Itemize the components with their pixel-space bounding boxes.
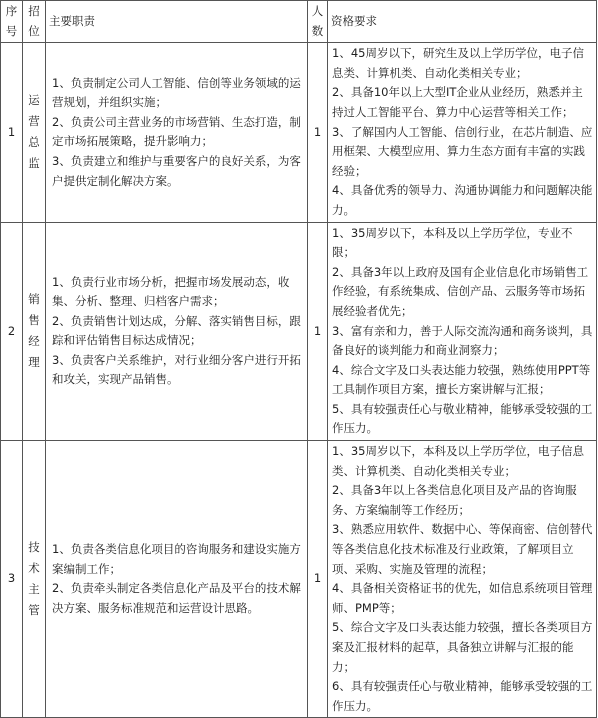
row-seq: 3 xyxy=(1,441,23,718)
requirement-item: 2、具备3年以上各类信息化项目及产品的咨询服务、方案编制等工作经历； xyxy=(332,483,577,517)
requirement-item: 2、具备3年以上政府及国有企业信息化市场销售工作经验，有系统集成、信创产品、云服务等市场拓展经验者优先； xyxy=(332,264,589,318)
table-header-row xyxy=(1,1,597,43)
duty-item: 3、负责客户关系维护，对行业细分客户进行开拓和攻关，实现产品销售。 xyxy=(52,352,301,387)
requirement-item: 2、具备10年以上大型IT企业从业经历，熟悉并主持过人工智能平台、算力中心运营等相关工作； xyxy=(332,85,583,119)
requirement-item: 4、具备相关资格证书的优先，如信息系统项目管理师、PMP等； xyxy=(332,581,593,615)
duty-item: 1、负责各类信息化项目的咨询服务和建设实施方案编制工作； xyxy=(52,542,301,576)
header-duties: 主要职责 xyxy=(46,1,308,43)
row-position xyxy=(23,43,46,222)
row-duties xyxy=(46,441,308,718)
row-requirements xyxy=(328,43,597,222)
row-count: 1 xyxy=(308,43,328,222)
requirement-item: 1、35周岁以下，本科及以上学历学位，专业不限； xyxy=(332,225,573,260)
row-duties xyxy=(46,222,308,441)
requirement-item: 1、45周岁以下，研究生及以上学历学位，电子信息类、计算机类、自动化类相关专业； xyxy=(332,46,584,80)
row-seq: 1 xyxy=(1,43,23,222)
requirement-item: 5、综合文字及口头表达能力较强，擅长各类项目方案及汇报材料的起草，具备独立讲解与汇报的能力； xyxy=(332,620,593,674)
row-count: 1 xyxy=(308,222,328,441)
position-label: 销售经理 xyxy=(28,292,40,370)
header-requirements: 资格要求 xyxy=(328,1,597,43)
duty-item: 1、负责制定公司人工智能、信创等业务领域的运营规划，并组织实施； xyxy=(52,75,301,110)
position-label: 技术主管 xyxy=(28,540,40,618)
requirement-item: 4、具备优秀的领导力、沟通协调能力和问题解决能力。 xyxy=(332,183,593,217)
row-requirements xyxy=(328,441,597,718)
requirement-item: 3、熟悉应用软件、数据中心、等保商密、信创替代等各类信息化技术标准及行业政策，了解项目立项、采购、实施及管理的流程； xyxy=(332,522,593,576)
duty-item: 3、负责建立和维护与重要客户的良好关系，为客户提供定制化解决方案。 xyxy=(52,153,301,188)
requirement-item: 3、了解国内人工智能、信创行业，在芯片制造、应用框架、大模型应用、算力生态方面有丰富的实践经验； xyxy=(332,124,593,178)
duty-item: 2、负责公司主营业务的市场营销、生态打造，制定市场拓展策略，提升影响力； xyxy=(52,114,301,149)
duty-item: 2、负责牵头制定各类信息化产品及平台的技术解决方案、服务标准规范和运营设计思路。 xyxy=(52,581,301,615)
row-count: 1 xyxy=(308,441,328,718)
duty-item: 1、负责行业市场分析，把握市场发展动态，收集、分析、整理、归档客户需求； xyxy=(52,274,290,309)
requirement-item: 4、综合文字及口头表达能力较强，熟练使用PPT等工具制作项目方案，擅长方案讲解与汇报； xyxy=(332,362,591,397)
requirement-item: 3、富有亲和力，善于人际交流沟通和商务谈判，具备良好的谈判能力和商业洞察力； xyxy=(332,323,593,358)
table-row xyxy=(1,441,597,718)
table-row xyxy=(1,222,597,441)
header-count: 人数 xyxy=(308,1,328,43)
duty-item: 2、负责销售计划达成，分解、落实销售目标，跟踪和评估销售目标达成情况； xyxy=(52,313,301,348)
table-row xyxy=(1,43,597,222)
position-label: 运营总监 xyxy=(28,93,40,171)
row-requirements xyxy=(328,222,597,441)
row-duties xyxy=(46,43,308,222)
requirement-item: 5、具有较强责任心与敬业精神，能够承受较强的工作压力。 xyxy=(332,401,593,436)
requirement-item: 1、35周岁以下，本科及以上学历学位，电子信息类、计算机类、自动化类相关专业； xyxy=(332,444,584,478)
header-position: 招位 xyxy=(23,1,46,43)
row-seq: 2 xyxy=(1,222,23,441)
requirement-item: 6、具有较强责任心与敬业精神，能够承受较强的工作压力。 xyxy=(332,679,593,713)
row-position xyxy=(23,222,46,441)
row-position xyxy=(23,441,46,718)
header-seq: 序号 xyxy=(1,1,23,43)
